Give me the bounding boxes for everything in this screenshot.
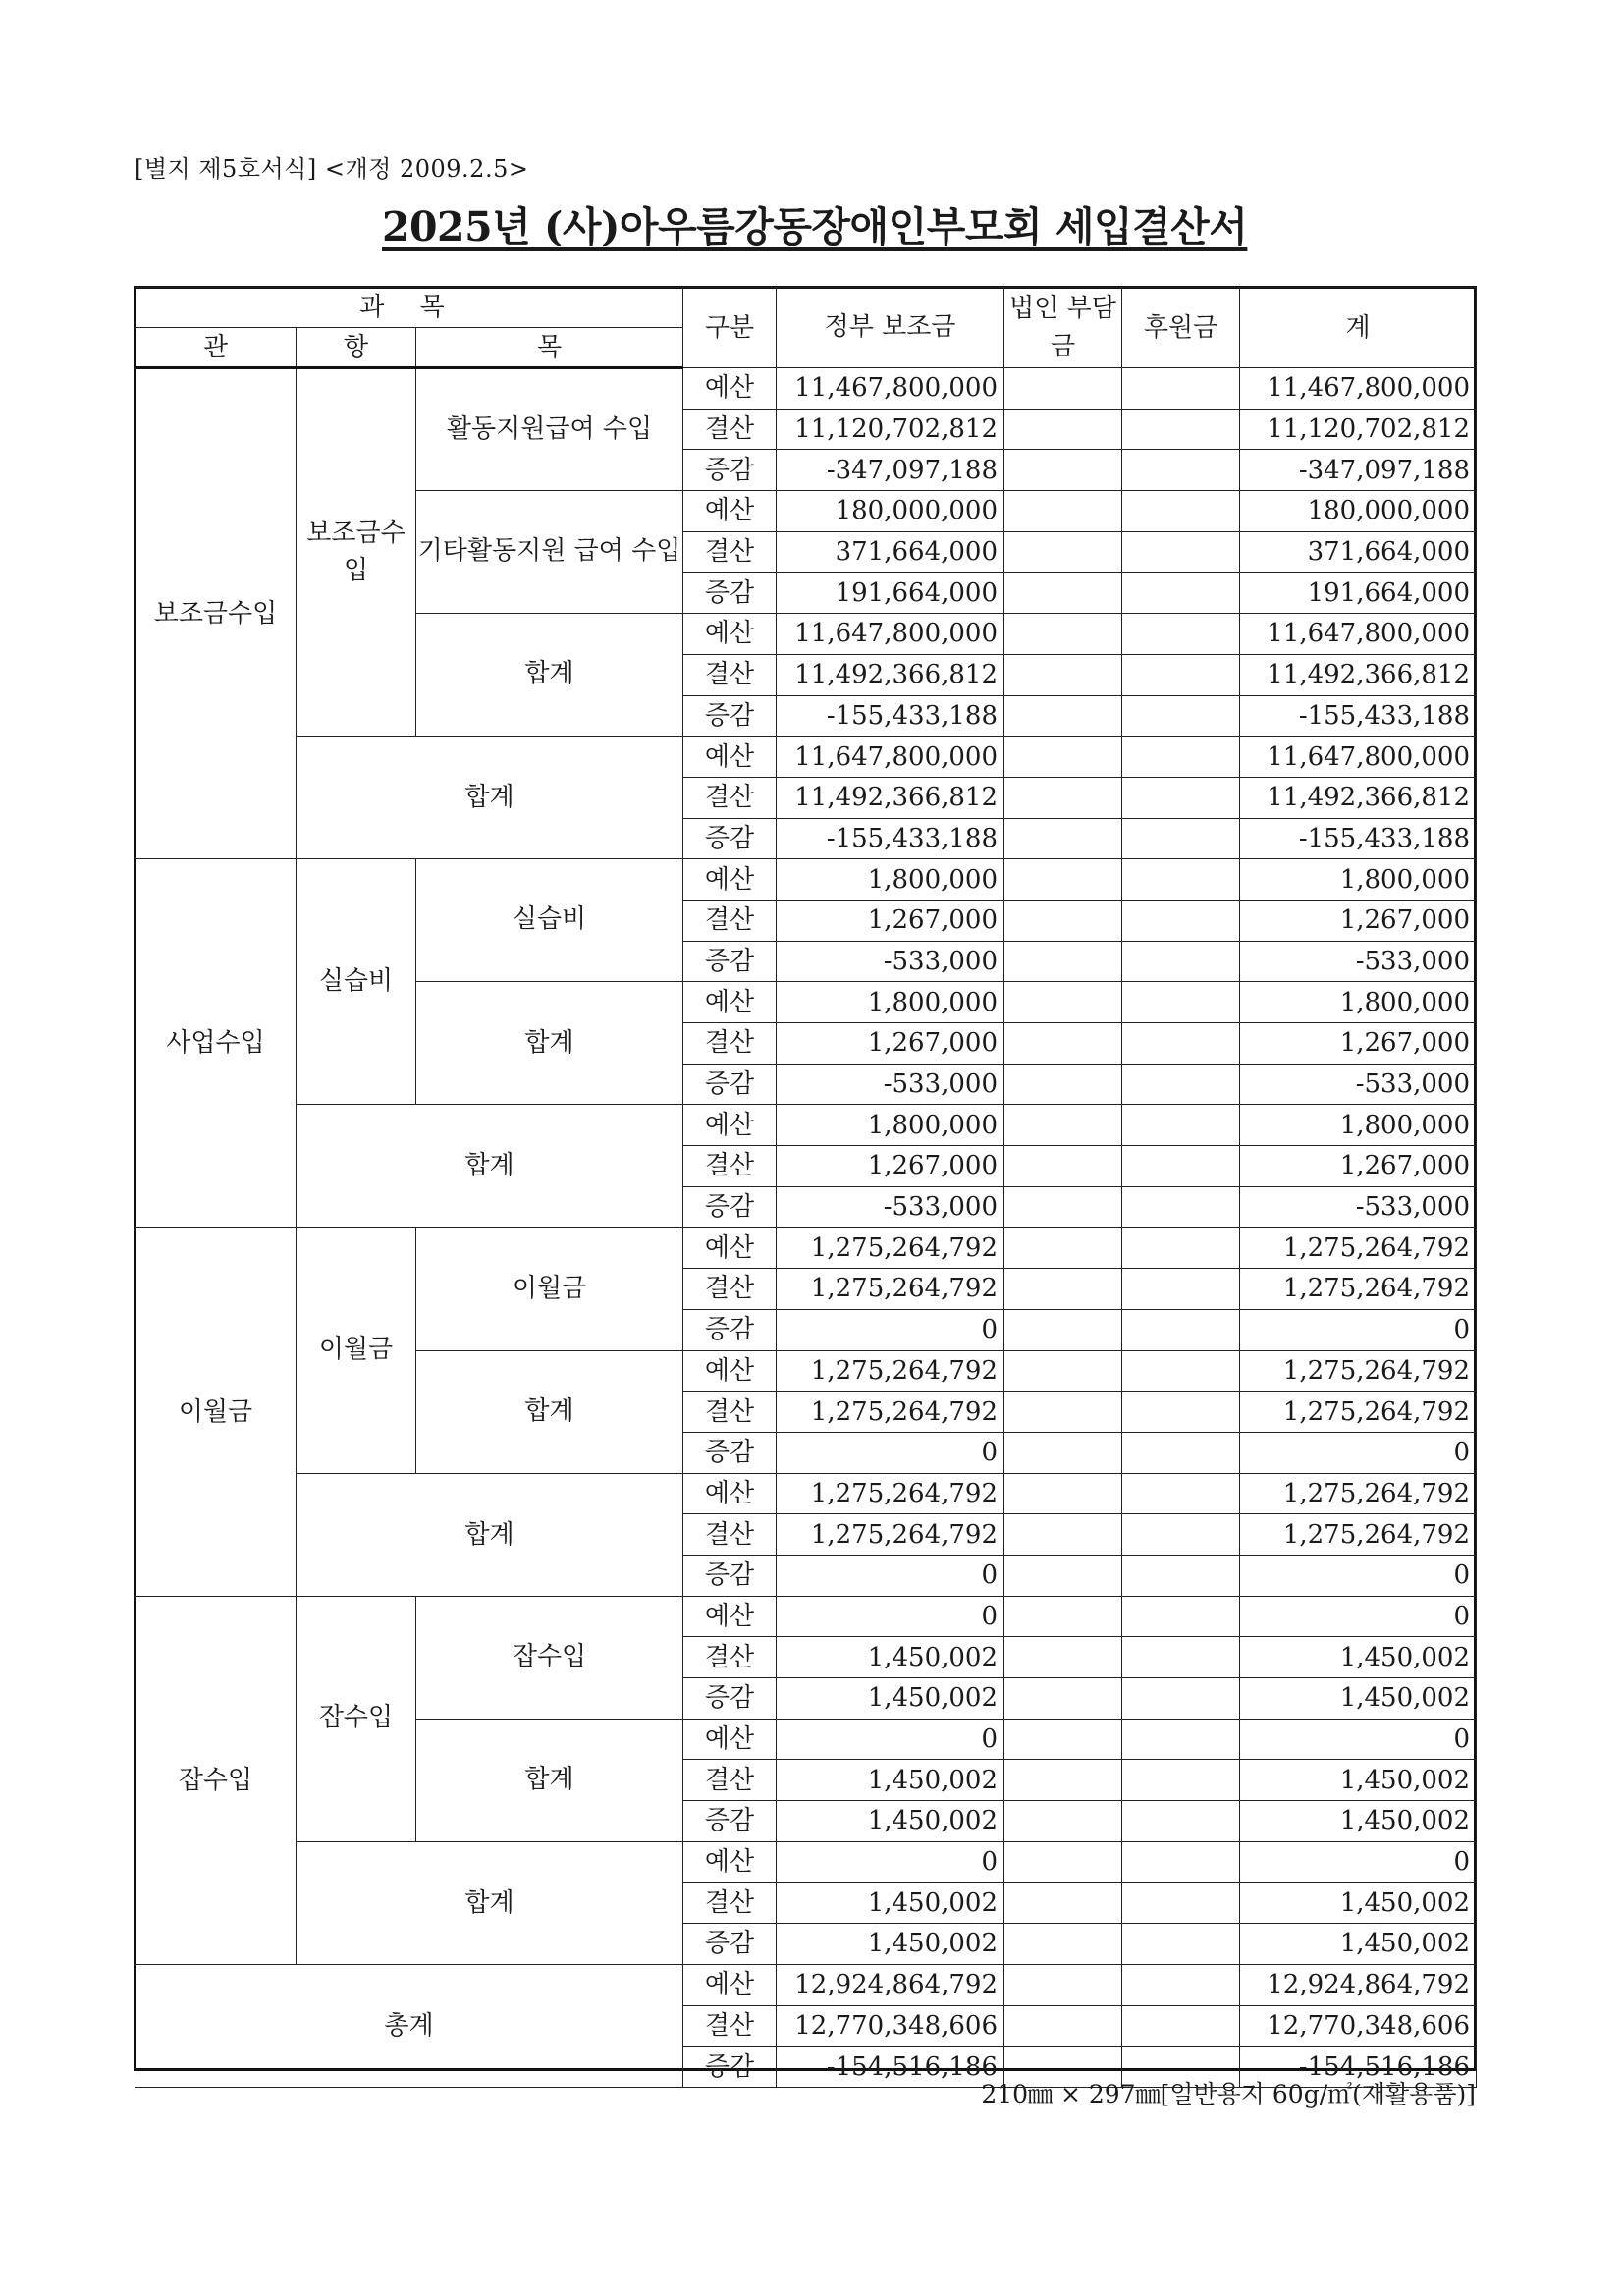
total-value: 1,450,002	[1240, 1760, 1477, 1801]
row-type-label: 결산	[683, 1760, 777, 1801]
table-body	[135, 368, 1477, 2088]
corp-burden-value	[1004, 2005, 1122, 2047]
total-value: -533,000	[1240, 1064, 1477, 1105]
row-type-label: 결산	[683, 1023, 777, 1065]
donation-value	[1122, 450, 1240, 491]
total-value: 191,664,000	[1240, 573, 1477, 614]
row-type-label: 예산	[683, 1228, 777, 1269]
row-type-label: 증감	[683, 1309, 777, 1350]
total-value: 1,275,264,792	[1240, 1392, 1477, 1433]
gov-subsidy-value: 0	[777, 1309, 1004, 1350]
gwan-label: 이월금	[135, 1228, 297, 1596]
donation-value	[1122, 614, 1240, 655]
gov-subsidy-value: -155,433,188	[777, 818, 1004, 859]
row-type-label: 예산	[683, 859, 777, 901]
total-value: 1,800,000	[1240, 859, 1477, 901]
gov-subsidy-value: 1,275,264,792	[777, 1392, 1004, 1433]
donation-value	[1122, 859, 1240, 901]
donation-value	[1122, 573, 1240, 614]
mok-label: 합계	[416, 982, 683, 1105]
section-total-label: 합계	[297, 1105, 683, 1228]
gov-subsidy-value: 1,275,264,792	[777, 1228, 1004, 1269]
row-type-label: 증감	[683, 1432, 777, 1473]
gov-subsidy-value: 1,275,264,792	[777, 1269, 1004, 1310]
total-value: 11,492,366,812	[1240, 654, 1477, 695]
donation-value	[1122, 531, 1240, 573]
mok-label: 활동지원급여 수입	[416, 368, 683, 491]
header-subject: 과 목	[135, 288, 683, 328]
donation-value	[1122, 777, 1240, 818]
total-value: 180,000,000	[1240, 491, 1477, 532]
donation-value	[1122, 1228, 1240, 1269]
row-type-label: 결산	[683, 1392, 777, 1433]
mok-label: 합계	[416, 1719, 683, 1841]
corp-burden-value	[1004, 1678, 1122, 1720]
row-type-label: 증감	[683, 941, 777, 982]
total-value: 11,647,800,000	[1240, 737, 1477, 778]
gov-subsidy-value: 180,000,000	[777, 491, 1004, 532]
corp-burden-value	[1004, 900, 1122, 941]
corp-burden-value	[1004, 1023, 1122, 1065]
row-type-label: 예산	[683, 1719, 777, 1760]
corp-burden-value	[1004, 859, 1122, 901]
gov-subsidy-value: 12,924,864,792	[777, 1964, 1004, 2005]
gov-subsidy-value: 1,267,000	[777, 1146, 1004, 1187]
donation-value	[1122, 1473, 1240, 1514]
row-type-label: 예산	[683, 491, 777, 532]
donation-value	[1122, 1269, 1240, 1310]
corp-burden-value	[1004, 573, 1122, 614]
gov-subsidy-value: 1,275,264,792	[777, 1514, 1004, 1556]
corp-burden-value	[1004, 1924, 1122, 1965]
donation-value	[1122, 1637, 1240, 1678]
gov-subsidy-value: 1,800,000	[777, 859, 1004, 901]
gov-subsidy-value: -533,000	[777, 941, 1004, 982]
corp-burden-value	[1004, 1228, 1122, 1269]
gov-subsidy-value: -533,000	[777, 1064, 1004, 1105]
header-row-top	[135, 288, 1477, 328]
row-type-label: 증감	[683, 1555, 777, 1596]
donation-value	[1122, 409, 1240, 450]
row-type-label: 증감	[683, 1678, 777, 1720]
donation-value	[1122, 1350, 1240, 1392]
gov-subsidy-value: 1,450,002	[777, 1760, 1004, 1801]
row-type-label: 결산	[683, 2005, 777, 2047]
corp-burden-value	[1004, 1392, 1122, 1433]
gov-subsidy-value: 11,647,800,000	[777, 737, 1004, 778]
row-type-label: 예산	[683, 982, 777, 1023]
corp-burden-value	[1004, 1596, 1122, 1637]
total-value: 0	[1240, 1309, 1477, 1350]
donation-value	[1122, 982, 1240, 1023]
row-type-label: 예산	[683, 1105, 777, 1146]
gov-subsidy-value: 11,120,702,812	[777, 409, 1004, 450]
table-row	[135, 859, 1477, 901]
header-mok: 목	[416, 328, 683, 368]
corp-burden-value	[1004, 1719, 1122, 1760]
total-value: 1,450,002	[1240, 1883, 1477, 1924]
table-row	[135, 1105, 1477, 1146]
corp-burden-value	[1004, 941, 1122, 982]
table-row	[135, 368, 1477, 410]
mok-label: 기타활동지원 급여 수입	[416, 491, 683, 614]
donation-value	[1122, 368, 1240, 410]
gov-subsidy-value: 1,267,000	[777, 900, 1004, 941]
corp-burden-value	[1004, 1269, 1122, 1310]
total-value: 0	[1240, 1841, 1477, 1883]
total-value: 1,450,002	[1240, 1801, 1477, 1842]
mok-label: 잡수입	[416, 1596, 683, 1719]
total-value: 0	[1240, 1432, 1477, 1473]
donation-value	[1122, 1801, 1240, 1842]
row-type-label: 증감	[683, 1924, 777, 1965]
total-value: -347,097,188	[1240, 450, 1477, 491]
donation-value	[1122, 941, 1240, 982]
total-value: 1,275,264,792	[1240, 1514, 1477, 1556]
donation-value	[1122, 1309, 1240, 1350]
hang-label: 이월금	[297, 1228, 416, 1473]
gov-subsidy-value: 0	[777, 1719, 1004, 1760]
total-value: 12,924,864,792	[1240, 1964, 1477, 2005]
form-number-note: [별지 제5호서식] <개정 2009.2.5>	[135, 155, 529, 183]
donation-value	[1122, 1719, 1240, 1760]
total-value: 1,450,002	[1240, 1637, 1477, 1678]
row-type-label: 예산	[683, 737, 777, 778]
table-row	[135, 1228, 1477, 1269]
donation-value	[1122, 1186, 1240, 1228]
corp-burden-value	[1004, 1350, 1122, 1392]
row-type-label: 예산	[683, 1473, 777, 1514]
gov-subsidy-value: 12,770,348,606	[777, 2005, 1004, 2047]
row-type-label: 결산	[683, 777, 777, 818]
gov-subsidy-value: 1,450,002	[777, 1883, 1004, 1924]
row-type-label: 예산	[683, 1596, 777, 1637]
header-hang: 항	[297, 328, 416, 368]
row-type-label: 증감	[683, 573, 777, 614]
total-value: 11,492,366,812	[1240, 777, 1477, 818]
row-type-label: 증감	[683, 2047, 777, 2088]
gov-subsidy-value: 0	[777, 1432, 1004, 1473]
paper-spec-note: 210㎜ × 297㎜[일반용지 60g/㎡(재활용품)]	[981, 2080, 1476, 2108]
gwan-label: 보조금수입	[135, 368, 297, 859]
row-type-label: 결산	[683, 531, 777, 573]
row-type-label: 증감	[683, 1801, 777, 1842]
gov-subsidy-value: 1,450,002	[777, 1924, 1004, 1965]
donation-value	[1122, 1596, 1240, 1637]
row-type-label: 증감	[683, 1186, 777, 1228]
donation-value	[1122, 1760, 1240, 1801]
row-type-label: 결산	[683, 1269, 777, 1310]
total-value: 0	[1240, 1596, 1477, 1637]
corp-burden-value	[1004, 1105, 1122, 1146]
total-value: 11,120,702,812	[1240, 409, 1477, 450]
corp-burden-value	[1004, 1883, 1122, 1924]
corp-burden-value	[1004, 1473, 1122, 1514]
gov-subsidy-value: 1,450,002	[777, 1678, 1004, 1720]
donation-value	[1122, 1064, 1240, 1105]
gov-subsidy-value: 0	[777, 1841, 1004, 1883]
donation-value	[1122, 1432, 1240, 1473]
grand-total-row	[135, 1964, 1477, 2005]
corp-burden-value	[1004, 695, 1122, 737]
donation-value	[1122, 1883, 1240, 1924]
mok-label: 실습비	[416, 859, 683, 982]
total-value: 0	[1240, 1719, 1477, 1760]
section-total-label: 합계	[297, 1841, 683, 1964]
donation-value	[1122, 654, 1240, 695]
row-type-label: 예산	[683, 1350, 777, 1392]
table-row	[135, 737, 1477, 778]
total-value: -533,000	[1240, 941, 1477, 982]
mok-label: 합계	[416, 1350, 683, 1473]
total-value: 11,467,800,000	[1240, 368, 1477, 410]
gwan-label: 잡수입	[135, 1596, 297, 1964]
corp-burden-value	[1004, 1432, 1122, 1473]
corp-burden-value	[1004, 368, 1122, 410]
donation-value	[1122, 695, 1240, 737]
corp-burden-value	[1004, 531, 1122, 573]
row-type-label: 결산	[683, 1146, 777, 1187]
donation-value	[1122, 1514, 1240, 1556]
total-value: 1,800,000	[1240, 1105, 1477, 1146]
corp-burden-value	[1004, 737, 1122, 778]
donation-value	[1122, 1105, 1240, 1146]
row-type-label: 예산	[683, 368, 777, 410]
gov-subsidy-value: 0	[777, 1555, 1004, 1596]
gov-subsidy-value: 1,267,000	[777, 1023, 1004, 1065]
corp-burden-value	[1004, 409, 1122, 450]
corp-burden-value	[1004, 1186, 1122, 1228]
donation-value	[1122, 1392, 1240, 1433]
row-type-label: 증감	[683, 818, 777, 859]
revenue-settlement-table	[135, 287, 1477, 2088]
corp-burden-value	[1004, 1146, 1122, 1187]
corp-burden-value	[1004, 1514, 1122, 1556]
donation-value	[1122, 737, 1240, 778]
gov-subsidy-value: 1,275,264,792	[777, 1473, 1004, 1514]
row-type-label: 결산	[683, 900, 777, 941]
total-value: -155,433,188	[1240, 695, 1477, 737]
donation-value	[1122, 1841, 1240, 1883]
row-type-label: 예산	[683, 1841, 777, 1883]
donation-value	[1122, 491, 1240, 532]
total-value: 0	[1240, 1555, 1477, 1596]
header-gov-subsidy: 정부 보조금	[777, 288, 1004, 368]
gov-subsidy-value: -533,000	[777, 1186, 1004, 1228]
donation-value	[1122, 1555, 1240, 1596]
hang-label: 잡수입	[297, 1596, 416, 1841]
corp-burden-value	[1004, 1064, 1122, 1105]
gov-subsidy-value: -154,516,186	[777, 2047, 1004, 2088]
hang-label: 보조금수입	[297, 368, 416, 737]
corp-burden-value	[1004, 450, 1122, 491]
corp-burden-value	[1004, 818, 1122, 859]
total-value: 1,275,264,792	[1240, 1228, 1477, 1269]
header-total: 계	[1240, 288, 1477, 368]
row-type-label: 예산	[683, 1964, 777, 2005]
gov-subsidy-value: 11,492,366,812	[777, 777, 1004, 818]
corp-burden-value	[1004, 1964, 1122, 2005]
corp-burden-value	[1004, 491, 1122, 532]
total-value: 1,267,000	[1240, 1023, 1477, 1065]
total-value: 1,450,002	[1240, 1924, 1477, 1965]
row-type-label: 결산	[683, 409, 777, 450]
gwan-label: 사업수입	[135, 859, 297, 1228]
total-value: 11,647,800,000	[1240, 614, 1477, 655]
gov-subsidy-value: 1,450,002	[777, 1637, 1004, 1678]
mok-label: 이월금	[416, 1228, 683, 1350]
document-title: 2025년 (사)아우름강동장애인부모회 세입결산서	[382, 203, 1248, 250]
corp-burden-value	[1004, 982, 1122, 1023]
corp-burden-value	[1004, 1841, 1122, 1883]
total-value: -155,433,188	[1240, 818, 1477, 859]
corp-burden-value	[1004, 1637, 1122, 1678]
gov-subsidy-value: 1,800,000	[777, 982, 1004, 1023]
gov-subsidy-value: 191,664,000	[777, 573, 1004, 614]
table-row	[135, 1596, 1477, 1637]
donation-value	[1122, 1964, 1240, 2005]
mok-label: 합계	[416, 614, 683, 737]
total-value: 1,275,264,792	[1240, 1269, 1477, 1310]
table-row	[135, 1841, 1477, 1883]
corp-burden-value	[1004, 1801, 1122, 1842]
header-gwan: 관	[135, 328, 297, 368]
row-type-label: 결산	[683, 654, 777, 695]
total-value: 1,267,000	[1240, 1146, 1477, 1187]
corp-burden-value	[1004, 614, 1122, 655]
grand-total-label: 총계	[135, 1964, 683, 2087]
table-row	[135, 1473, 1477, 1514]
row-type-label: 결산	[683, 1637, 777, 1678]
corp-burden-value	[1004, 1555, 1122, 1596]
gov-subsidy-value: 1,450,002	[777, 1801, 1004, 1842]
section-total-label: 합계	[297, 1473, 683, 1596]
corp-burden-value	[1004, 1309, 1122, 1350]
gov-subsidy-value: -347,097,188	[777, 450, 1004, 491]
gov-subsidy-value: -155,433,188	[777, 695, 1004, 737]
row-type-label: 증감	[683, 695, 777, 737]
gov-subsidy-value: 11,647,800,000	[777, 614, 1004, 655]
row-type-label: 증감	[683, 1064, 777, 1105]
row-type-label: 증감	[683, 450, 777, 491]
total-value: 1,450,002	[1240, 1678, 1477, 1720]
gov-subsidy-value: 371,664,000	[777, 531, 1004, 573]
donation-value	[1122, 1924, 1240, 1965]
header-type: 구분	[683, 288, 777, 368]
gov-subsidy-value: 1,275,264,792	[777, 1350, 1004, 1392]
row-type-label: 결산	[683, 1514, 777, 1556]
header-donation: 후원금	[1122, 288, 1240, 368]
corp-burden-value	[1004, 777, 1122, 818]
donation-value	[1122, 2005, 1240, 2047]
total-value: 1,275,264,792	[1240, 1473, 1477, 1514]
total-value: 1,275,264,792	[1240, 1350, 1477, 1392]
header-corp-burden: 법인 부담금	[1004, 288, 1122, 368]
gov-subsidy-value: 0	[777, 1596, 1004, 1637]
donation-value	[1122, 1023, 1240, 1065]
donation-value	[1122, 1146, 1240, 1187]
total-value: 371,664,000	[1240, 531, 1477, 573]
gov-subsidy-value: 1,800,000	[777, 1105, 1004, 1146]
corp-burden-value	[1004, 654, 1122, 695]
total-value: 12,770,348,606	[1240, 2005, 1477, 2047]
total-value: 1,800,000	[1240, 982, 1477, 1023]
corp-burden-value	[1004, 1760, 1122, 1801]
section-total-label: 합계	[297, 737, 683, 859]
hang-label: 실습비	[297, 859, 416, 1105]
row-type-label: 결산	[683, 1883, 777, 1924]
total-value: 1,267,000	[1240, 900, 1477, 941]
row-type-label: 예산	[683, 614, 777, 655]
donation-value	[1122, 900, 1240, 941]
gov-subsidy-value: 11,467,800,000	[777, 368, 1004, 410]
donation-value	[1122, 818, 1240, 859]
donation-value	[1122, 1678, 1240, 1720]
gov-subsidy-value: 11,492,366,812	[777, 654, 1004, 695]
total-value: -533,000	[1240, 1186, 1477, 1228]
total-value: -154,516,186	[1240, 2047, 1477, 2088]
